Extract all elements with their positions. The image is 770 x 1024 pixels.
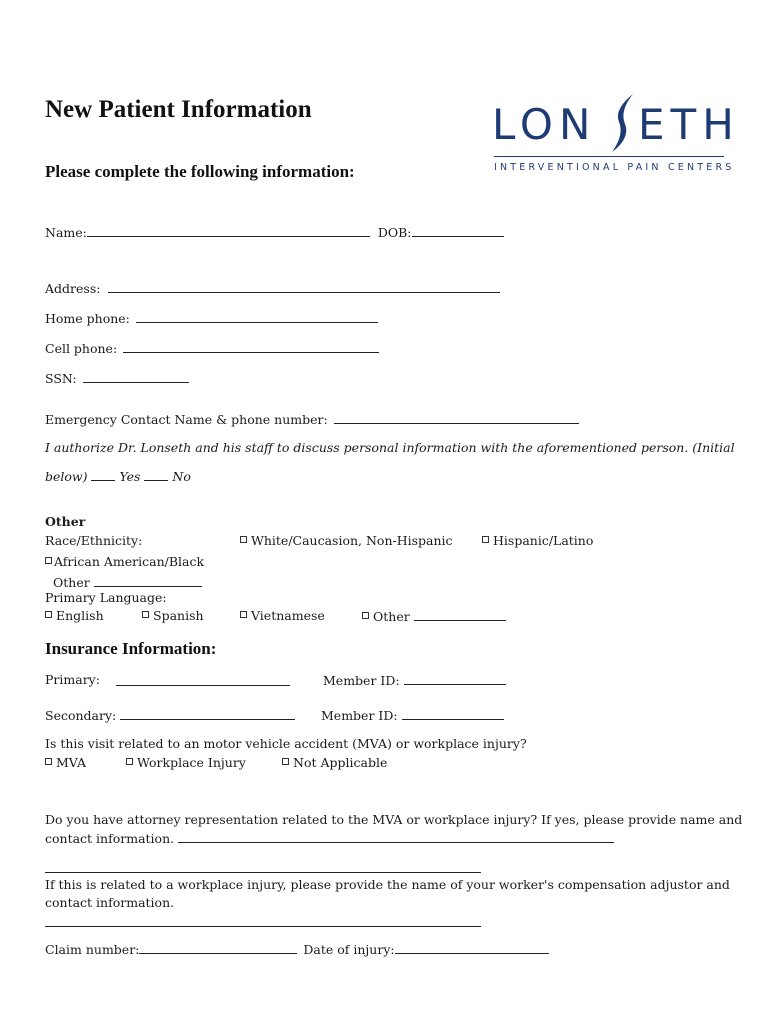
checkbox-icon[interactable] — [45, 557, 52, 564]
ssn-field[interactable] — [83, 370, 189, 383]
claim-number-label: Claim number: — [45, 942, 140, 957]
primary-insurance-label: Primary: — [45, 672, 100, 687]
logo-word-left: LON — [492, 100, 597, 149]
emergency-label: Emergency Contact Name & phone number: — [45, 412, 328, 427]
logo-s-swoosh-icon — [609, 92, 637, 154]
ssn-row — [45, 370, 189, 387]
attorney-question-line-2: contact information. — [45, 831, 175, 846]
home-phone-row — [45, 310, 378, 327]
secondary-member-id-row — [321, 707, 504, 724]
checkbox-icon[interactable] — [45, 611, 52, 618]
ssn-label: SSN: — [45, 371, 77, 386]
home-phone-field[interactable] — [136, 310, 378, 323]
attorney-question-line-1: Do you have attorney representation related to the MVA or workplace injury? If yes, please provide name and — [45, 812, 743, 827]
language-other-field[interactable] — [414, 608, 506, 621]
race-option-hispanic[interactable]: Hispanic/Latino — [482, 533, 593, 549]
language-label: Primary Language: — [45, 590, 167, 605]
race-option-african-american[interactable]: African American/Black — [45, 554, 204, 570]
mva-option-mva[interactable]: MVA — [45, 755, 86, 771]
cell-phone-label: Cell phone: — [45, 341, 118, 356]
race-other-label: Other — [53, 575, 90, 590]
dob-label: DOB: — [377, 225, 412, 240]
secondary-insurance-field[interactable] — [120, 707, 295, 720]
secondary-member-id-label: Member ID: — [321, 708, 398, 723]
name-field[interactable] — [87, 224, 370, 237]
primary-member-id-row — [323, 672, 506, 689]
workers-comp-question-line-1: If this is related to a workplace injury, please provide the name of your worker's compensation adjustor and — [45, 877, 730, 892]
secondary-insurance-row — [45, 707, 295, 724]
language-option-english[interactable]: English — [45, 608, 104, 624]
cell-phone-row — [45, 340, 379, 357]
secondary-insurance-label: Secondary: — [45, 708, 117, 723]
language-option-spanish[interactable]: Spanish — [142, 608, 204, 624]
page-title: New Patient Information — [45, 96, 312, 123]
primary-member-id-field[interactable] — [404, 672, 506, 685]
attorney-contact-field[interactable] — [178, 830, 614, 843]
attorney-question-row — [45, 830, 614, 847]
secondary-member-id-field[interactable] — [402, 707, 504, 720]
mva-option-workplace[interactable]: Workplace Injury — [126, 755, 246, 771]
logo-tagline: INTERVENTIONAL PAIN CENTERS — [494, 162, 735, 173]
claim-row — [45, 941, 549, 958]
authorize-no-label: No — [172, 469, 191, 484]
emergency-field[interactable] — [334, 411, 579, 424]
checkbox-icon[interactable] — [240, 611, 247, 618]
primary-insurance-field[interactable] — [116, 673, 290, 686]
checkbox-icon[interactable] — [142, 611, 149, 618]
authorize-yes-label: Yes — [119, 469, 141, 484]
checkbox-icon[interactable] — [45, 758, 52, 765]
name-label: Name: — [45, 225, 87, 240]
name-row — [45, 224, 504, 241]
race-other-heading: Other — [45, 514, 86, 529]
checkbox-icon[interactable] — [362, 612, 369, 619]
race-other-field[interactable] — [94, 574, 202, 587]
race-option-white[interactable]: White/Caucasion, Non-Hispanic — [240, 533, 453, 549]
authorize-row — [45, 468, 191, 485]
page-subtitle: Please complete the following information: — [45, 162, 355, 181]
injury-date-label: Date of injury: — [303, 942, 395, 957]
mva-question: Is this visit related to an motor vehicle accident (MVA) or workplace injury? — [45, 736, 527, 751]
insurance-heading: Insurance Information: — [45, 639, 217, 658]
address-row — [45, 280, 500, 297]
workers-comp-adjustor-field[interactable] — [45, 926, 481, 927]
checkbox-icon[interactable] — [240, 536, 247, 543]
dob-field[interactable] — [412, 224, 504, 237]
injury-date-field[interactable] — [395, 941, 549, 954]
race-label: Race/Ethnicity: — [45, 533, 143, 548]
language-option-vietnamese[interactable]: Vietnamese — [240, 608, 325, 624]
primary-member-id-label: Member ID: — [323, 673, 400, 688]
checkbox-icon[interactable] — [282, 758, 289, 765]
logo-divider — [494, 156, 724, 157]
race-other-row — [53, 574, 202, 591]
language-option-other[interactable]: Other — [362, 608, 506, 625]
checkbox-icon[interactable] — [482, 536, 489, 543]
authorize-text-line-1: I authorize Dr. Lonseth and his staff to discuss personal information with the aforementioned person. (Initial — [45, 440, 735, 455]
address-field[interactable] — [108, 280, 500, 293]
workers-comp-question-line-2: contact information. — [45, 895, 175, 910]
authorize-below-label: below) — [45, 469, 88, 484]
checkbox-icon[interactable] — [126, 758, 133, 765]
authorize-no-field[interactable] — [144, 468, 168, 481]
authorize-yes-field[interactable] — [91, 468, 115, 481]
cell-phone-field[interactable] — [123, 340, 379, 353]
attorney-contact-field-2[interactable] — [45, 872, 481, 873]
emergency-row — [45, 411, 579, 428]
claim-number-field[interactable] — [139, 941, 297, 954]
mva-option-not-applicable[interactable]: Not Applicable — [282, 755, 387, 771]
address-label: Address: — [45, 281, 101, 296]
logo-word-right: ETH — [638, 100, 740, 149]
lonseth-logo — [492, 92, 740, 178]
home-phone-label: Home phone: — [45, 311, 130, 326]
